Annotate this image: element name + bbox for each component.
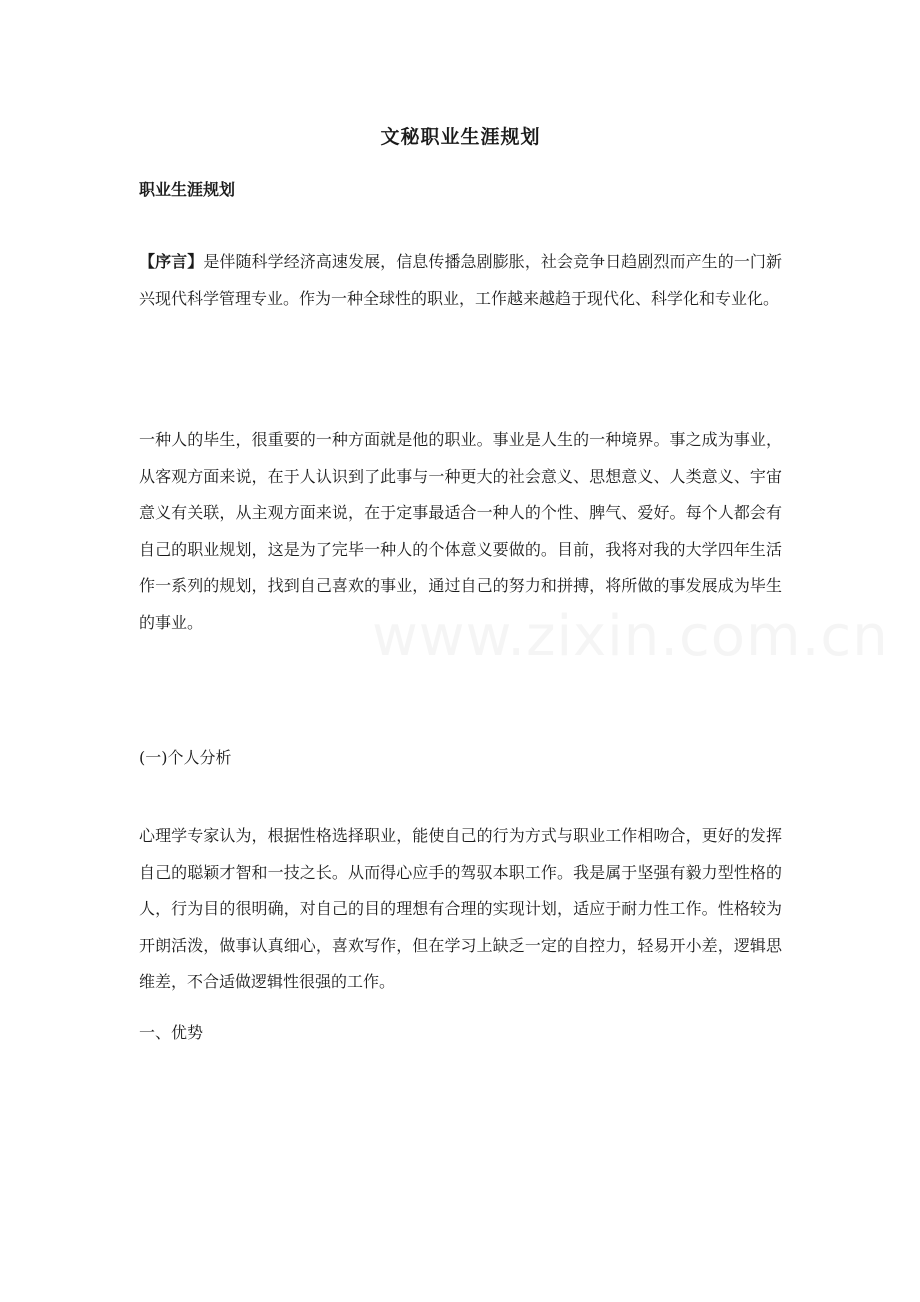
intro-paragraph: 一种人的毕生，很重要的一种方面就是他的职业。事业是人生的一种境界。事之成为事业，从客观方面来说，在于人认识到了此事与一种更大的社会意义、思想意义、人类意义、宇宙意义有关联，从主观方面来说，在于定事最适合一种人的个性、脾气、爱好。每个人都会有自己的职业规划，这是为了完毕一种人的个体意义要做的。目前，我将对我的大学四年生活作一系列的规划，找到自己喜欢的事业，通过自己的努力和拼搏，将所做的事发展成为毕生的事业。 — [139, 430, 782, 632]
preface-text: 是伴随科学经济高速发展，信息传播急剧膨胀，社会竞争日趋剧烈而产生的一门新兴现代科学管理专业。作为一种全球性的职业，工作越来越趋于现代化、科学化和专业化。 — [139, 252, 782, 308]
preface-label: 【序言】 — [139, 252, 204, 271]
preface-paragraph — [139, 244, 782, 317]
personality-paragraph: 心理学专家认为，根据性格选择职业，能使自己的行为方式与职业工作相吻合，更好的发挥自己的聪颖才智和一技之长。从而得心应手的驾驭本职工作。我是属于坚强有毅力型性格的人，行为目的很明确，对自己的目的理想有合理的实现计划，适应于耐力性工作。性格较为开朗活泼，做事认真细心，喜欢写作，但在学习上缺乏一定的自控力，轻易开小差，逻辑思维差，不合适做逻辑性很强的工作。 — [139, 826, 782, 992]
section-heading-strengths: 一、优势 — [139, 1023, 204, 1042]
section-heading-personal-analysis: (一)个人分析 — [139, 748, 232, 767]
watermark: www.zixin.com.cn — [372, 604, 889, 669]
document-title: 文秘职业生涯规划 — [380, 126, 541, 148]
document-subtitle: 职业生涯规划 — [139, 180, 236, 199]
